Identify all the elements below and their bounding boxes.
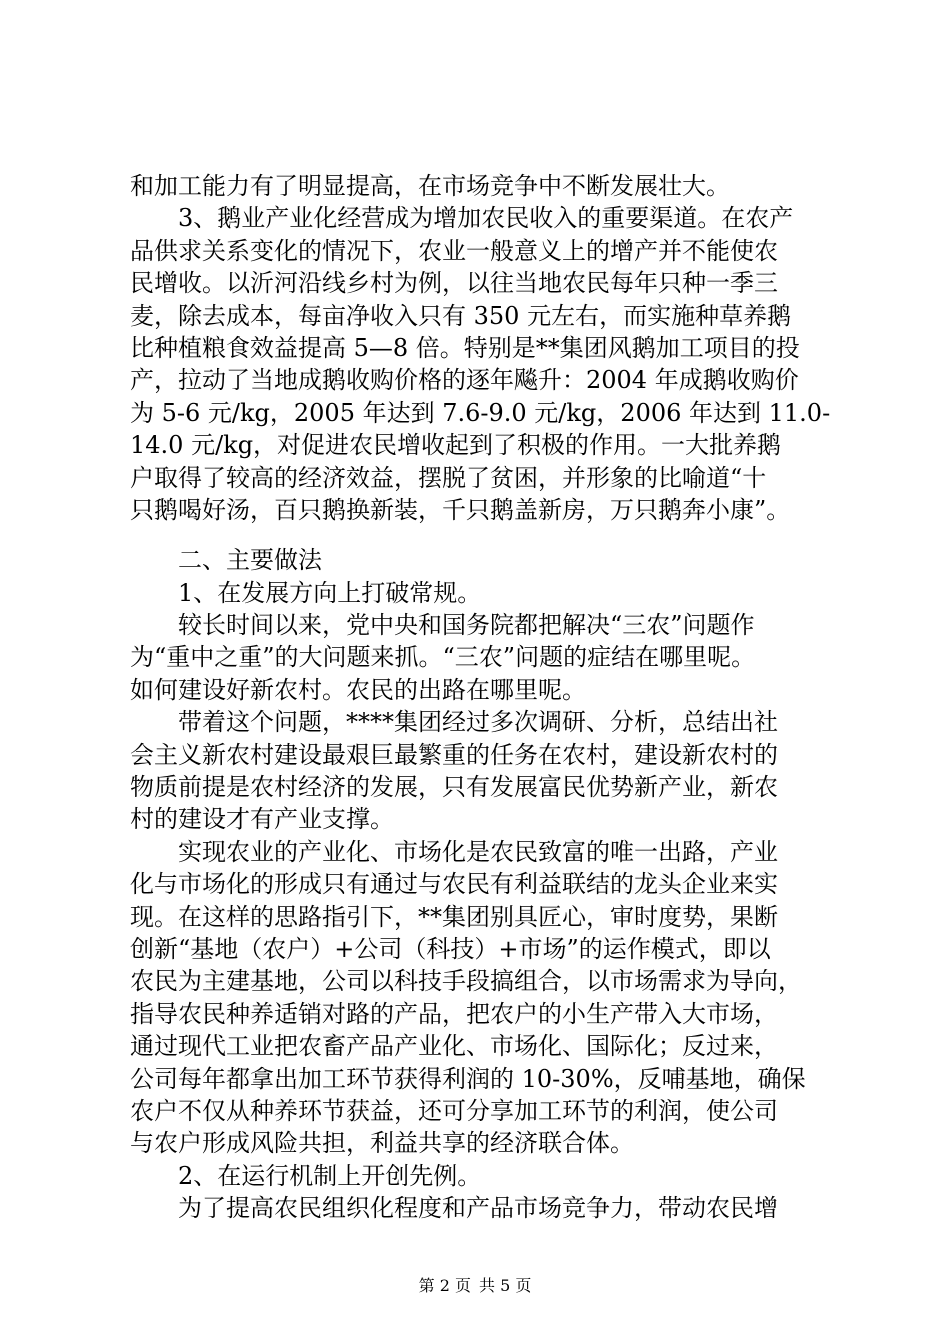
text-line: 创新“基地（农户）+公司（科技）+市场”的运作模式，即以 <box>130 934 771 963</box>
text-line: 麦，除去成本，每亩净收入只有 350 元左右，而实施种草养鹅 <box>130 301 792 330</box>
document-body <box>130 170 850 1225</box>
text-line: 物质前提是农村经济的发展，只有发展富民优势新产业，新农 <box>130 773 778 802</box>
text-line: 为 5-6 元/kg，2005 年达到 7.6-9.0 元/kg，2006 年达到 11.0- <box>130 398 831 427</box>
text-line: 如何建设好新农村。农民的出路在哪里呢。 <box>130 675 586 704</box>
text-line: 品供求关系变化的情况下，农业一般意义上的增产并不能使农 <box>130 236 778 265</box>
text-line: 会主义新农村建设最艰巨最繁重的任务在农村，建设新农村的 <box>130 740 778 769</box>
text-line: 产，拉动了当地成鹅收购价格的逐年飚升：2004 年成鹅收购价 <box>130 366 799 395</box>
text-line: 民增收。以沂河沿线乡村为例，以往当地农民每年只种一季三 <box>130 269 778 298</box>
text-line: 户取得了较高的经济效益，摆脱了贫困，并形象的比喻道“十 <box>130 463 767 492</box>
text-line: 公司每年都拿出加工环节获得利润的 10-30%，反哺基地，确保 <box>130 1064 806 1093</box>
text-line: 为“重中之重”的大问题来抓。“三农”问题的症结在哪里呢。 <box>130 643 756 672</box>
text-line: 带着这个问题，****集团经过多次调研、分析，总结出社 <box>178 708 778 737</box>
text-line: 只鹅喝好汤，百只鹅换新装，千只鹅盖新房，万只鹅奔小康”。 <box>130 495 791 524</box>
text-line: 化与市场化的形成只有通过与农民有利益联结的龙头企业来实 <box>130 870 778 899</box>
text-line: 与农户形成风险共担，利益共享的经济联合体。 <box>130 1129 634 1158</box>
paragraph-gap <box>130 526 850 544</box>
text-line: 3、鹅业产业化经营成为增加农民收入的重要渠道。在农产 <box>178 204 794 233</box>
subsection-heading: 2、在运行机制上开创先例。 <box>178 1161 482 1190</box>
text-line: 农户不仅从种养环节获益，还可分享加工环节的利润，使公司 <box>130 1096 778 1125</box>
text-line: 村的建设才有产业支撑。 <box>130 805 394 834</box>
text-line: 实现农业的产业化、市场化是农民致富的唯一出路，产业 <box>178 837 778 866</box>
text-line: 为了提高农民组织化程度和产品市场竞争力，带动农民增 <box>178 1194 778 1223</box>
text-line: 现。在这样的思路指引下，**集团别具匠心，审时度势，果断 <box>130 902 778 931</box>
text-line: 农民为主建基地，公司以科技手段搞组合，以市场需求为导向， <box>130 967 802 996</box>
text-line: 14.0 元/kg，对促进农民增收起到了积极的作用。一大批养鹅 <box>130 431 782 460</box>
text-line: 和加工能力有了明显提高，在市场竞争中不断发展壮大。 <box>130 172 730 200</box>
subsection-heading: 1、在发展方向上打破常规。 <box>178 578 482 607</box>
text-line: 指导农民种养适销对路的产品，把农户的小生产带入大市场， <box>130 999 778 1028</box>
text-line: 较长时间以来，党中央和国务院都把解决“三农”问题作 <box>178 611 755 640</box>
section-heading: 二、主要做法 <box>178 546 322 575</box>
page-footer <box>0 1276 950 1296</box>
text-line: 比种植粮食效益提高 5—8 倍。特别是**集团风鹅加工项目的投 <box>130 333 800 362</box>
page-total: 共 5 页 <box>479 1276 532 1295</box>
page-number: 第 2 页 <box>418 1276 471 1295</box>
text-line: 通过现代工业把农畜产品产业化、市场化、国际化；反过来， <box>130 1032 778 1061</box>
